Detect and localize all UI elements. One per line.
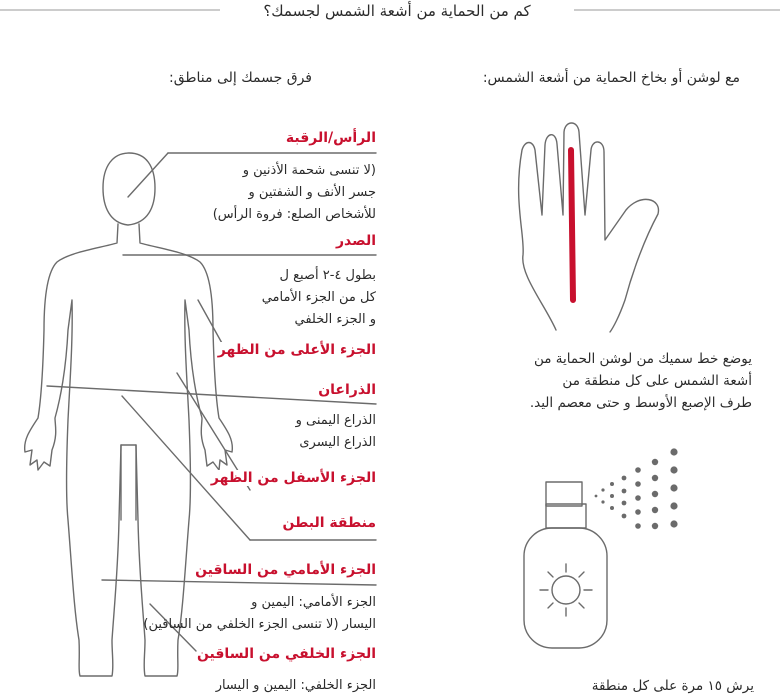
region-upper-back-title: الجزء الأعلى من الظهر	[217, 342, 376, 358]
region-lower-back-title: الجزء الأسفل من الظهر	[210, 470, 376, 486]
region-chest-title: الصدر	[336, 233, 376, 249]
region-arms-desc: الذراع اليمنى و الذراع اليسرى	[295, 413, 376, 450]
region-head-neck-title: الرأس/الرقبة	[285, 130, 376, 146]
zones-column-heading: فرق جسمك إلى مناطق:	[168, 70, 312, 86]
spray-bottle-icon	[524, 528, 607, 648]
leader-belly	[122, 396, 250, 540]
spray-mist	[595, 448, 678, 529]
lotion-caption: يوضع خط سميك من لوشن الحماية من أشعة الشمس على كل منطقة من طرف الإصبع الأوسط و حتى معصم اليد.	[529, 351, 752, 411]
leader-front-legs	[102, 580, 376, 585]
region-back-legs-desc: الجزء الخلفي: اليمين و اليسار	[215, 678, 376, 693]
page-title: كم من الحماية من أشعة الشمس لجسمك؟	[220, 0, 574, 22]
sun-rays	[540, 564, 592, 616]
lotion-stripe	[571, 150, 573, 300]
spray-nozzle-neck	[546, 504, 586, 528]
region-back-legs-title: الجزء الخلفي من الساقين	[196, 646, 376, 662]
spray-nozzle-head	[546, 482, 582, 506]
region-front-legs-title: الجزء الأمامي من الساقين	[195, 562, 376, 578]
spray-caption: يرش ١٥ مرة على كل منطقة	[591, 678, 754, 694]
hand-icon	[519, 123, 659, 332]
region-chest-desc: بطول ٤-٢ أصبع ل كل من الجزء الأمامي و الجزء الخلفي	[261, 268, 376, 327]
legs-gap	[121, 445, 136, 520]
leader-head	[128, 153, 168, 197]
lotion-column-heading: مع لوشن أو بخاخ الحماية من أشعة الشمس:	[482, 70, 740, 86]
region-front-legs-desc: الجزء الأمامي: اليمين و اليسار (لا تنسى الجزء الخلفي من الساقين)	[143, 595, 376, 632]
region-arms-title: الذراعان	[318, 382, 376, 398]
sun-icon	[552, 576, 580, 604]
region-head-neck-desc: (لا تنسى شحمة الأذنين و جسر الأنف و الشفتين و للأشخاص الصلع: فروة الرأس)	[212, 163, 376, 222]
region-belly-title: منطقة البطن	[282, 515, 376, 531]
